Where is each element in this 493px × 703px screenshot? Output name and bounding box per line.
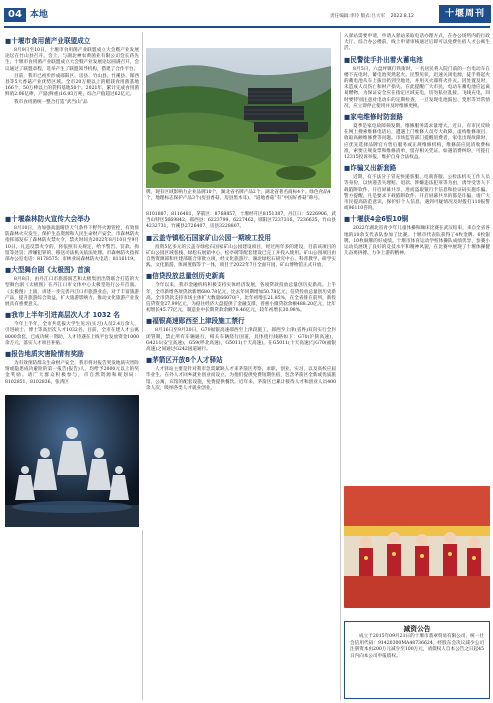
article-paragraph: 为有效预防群众生命财产安全，我市将对报告突发地质灾害险情或隐患成功避险的第一报告(报告)人，均给予2000元以上的奖金奖励。请广大群众积极参与，市自然资源和规划局：8102851、8102836，张湾区: [5, 361, 139, 385]
article-headline: ■诈骗又出新套路: [344, 164, 397, 173]
article-paragraph: 今年以来，我市金融机构积极支持实体经济发展，各项贷款投放总量创历史新高。上半年，全市新增各项贷款新增680.78亿元，比去年同期增加50.78亿元，信贷投放总量创历史新高。全市贷款支持市场主体扩大数量66070户，比年初增长21.85%，在全省排在前列，新投信贷资金27.99亿元，为稳住经济大盘提供了金融支撑，普惠小微贷款余额488.20亿元，比年初增长45.77亿元，制造业中长期贷款余额78.46亿元，较年初增长30.98%。: [146, 283, 337, 314]
column-1-top: [5, 34, 139, 107]
column-divider: [142, 32, 143, 332]
header-meta: [330, 14, 414, 20]
article-paragraph: 人才驿站主要是针对我市急需紧缺人才来茅箭区考察、求职、创业、实习，以及高校应届毕业生、在外人才回乡就业创业而设立，为他们提供免费短期住宿，包含茅箭区全新或优质旅馆、公寓、宾馆的配套设施，免费提供餐饮。近年来，茅箭区已累计接待人才和创业人员400余人次，吸纳各类人才就业创业。: [146, 367, 336, 391]
article-headline: ■大型舞台剧《太极图》首演: [5, 266, 91, 275]
article-paragraph: 入驿站需要申请，申请入驿站采取电话办理方式，在办公场所内的行政大厅、综合办公楼前，线上申请审核通过后即可以免费住宿人才公寓生活。: [344, 34, 490, 52]
notice-title: 减资公告: [403, 625, 431, 633]
stage-performance-photo: [5, 395, 139, 527]
article-paragraph: 8月5日，六盘坪镇打铁街时，一名居民将入院门前的一台电动车在楼下充电时，蓄电池突然起火。民警见状，迅速关闭电源，徒手将起火的蓄电池从车上拔出扔到空地处，并用灭火器将火扑灭。因处置及时，未造成人员伤亡和财产损失。在此提醒广大市民，电动车蓄电池应远离易燃物，为保证安全应在指定区域充电，切勿私拉乱接、飞线充电，同时要特别注意对电动车的定期检查，一旦发现电池鼓包、变形等异常情况，应立即停止使用并及时维修更换。: [344, 66, 490, 109]
masthead-logo: 十堰周刊: [439, 5, 491, 23]
column-2: [146, 212, 336, 393]
column-divider: [142, 530, 143, 700]
page-header: [0, 0, 493, 28]
article-headline: ■我市上半年引进高层次人才 1032 名: [5, 311, 120, 320]
article-paragraph: 8月10日，为加强高温晴热天气条件下野外火源管控，有效预防森林火灾发生，保护生态资源和人民生命财产安全，市森林防火指挥部发布了森林防火禁火令，禁火时间为2022年8月10日至9月10日。凡违反禁火令的，将依照有关规定，给予警告、罚款、拘留等处罚；涉嫌犯罪的，移送司法机关依法处理。市森林防火指挥部办公室电话：8178575；市林业局森林防火电话：8116119。: [5, 226, 139, 263]
article-paragraph: 2022年湖北省青少年儿童体操和蹦床比赛在武汉结束，来自全省各地的10余支代表队参加了比赛。十堰市代表队获得了4枚金牌、6枚银牌、10枚铜牌的好成绩。十堰市体育运动学校体操队成绩优异，参赛小运动员展现了良好的竞技水平和精神风貌，在比赛中展现了十堰体操健儿奋勇拼搏、力争上游的精神。: [344, 226, 490, 257]
article-paragraph: 8月8日，由丹江口市旅游演艺和太极集团出资联合打造的大型舞台剧《太极图》在丹江口市文体中心太极堂进行公开首演。《太极图》上演，讲述一步完善丹江口市旅游业态，对于丰富旅游产品，提升旅游综合效益，扩大旅游影响力，推动文化旅游产业发展具有重要意义。: [5, 277, 139, 308]
issue-date: 2022.8.12: [390, 14, 414, 19]
article-paragraph: 投资5亿多元的云盖寺绿松石国家矿山公园建设项目，经过两年多的建设，目前该项目的矿山公园区域客栈、绿松石展销中心、松亭碑等配套建设已完工并投入使用。矿山公园项目由自然资源部和住建部联合审批立项，经文化旅游厅、湖北绿松石研究中心、科普教学、研学实践、文化旅游、体闲度假等于一体，项目于2022年7月全面开园，矿山博物馆正式开放。: [146, 244, 336, 269]
article-paragraph: 今年上半年，全市共选拔大学生见习(实习)人员2.4万余人，引进硕士、博士等高层次人才1032名。目前，全市在建人才公寓8000余套，已成功统一资助，人才待遇在上线平台发放资金1000余万元，落实人才项目补贴。: [5, 322, 139, 346]
article-paragraph: 8101887、8116481，茅箭区：8768857，十堰经开区8151387，丹江口：5226906，武当山特区5669842，郧西县：6223799、6227462，郧阳区7237316、7236635，竹山县4232731，竹溪县2726407，房县3228807。: [146, 212, 336, 230]
article-headline: ■民警徒手扑出着火蓄电池: [344, 55, 423, 64]
article-paragraph: 8月9日至10日，十堰市食用菌产业联盟成立大会暨产业发展论坛在竹山县召开。会上，与湖北神农黄菌业有限公司会长蒋先生、十堰市食用菌产业联盟成立大会暨产业发展论坛圆满召开，会议通过了联盟章程，选举产生了联盟领导机构，搭建了合作平台。: [5, 48, 139, 72]
article-headline: ■福银高速郧西至上津段施工禁行: [146, 317, 245, 326]
capital-reduction-notice: [344, 621, 490, 699]
article-paragraph: 我市食用菌统一整合打造“武当山”品: [14, 99, 88, 105]
article-paragraph: 8月16日至9月30日，G70福银高速郧西至上津段施工，郧西至上津(省界)双向实行全封闭管制，禁止所有车辆通行，相关车辆绕行国道，具体绕行线路如下：G70(沪陕高速)，G4211(安宝高速)，G59(呼北高速)，G5011(十天高速)，在G5011(十天高速)与G70(福银高速)之间通过G242国道通行。: [146, 328, 336, 353]
article-paragraph: 目前，我市已初步形成郧阳区、房县、竹山县、竹溪县、郧西县等5大香菇产业优势区域。全市20万椴以上的椴栽食用菌基地166个，50万棒以上的袋料基地50个。2021年，累计完成食用菌鲜销2.06亿棒，产量(鲜重)16.93万吨，综合产值超过62亿元。: [5, 73, 139, 98]
article-headline: ■报告地质灾害险情有奖励: [5, 350, 84, 359]
article-headline: ■十堰市食用菌产业联盟成立: [5, 37, 91, 45]
header-rule: [4, 26, 490, 28]
column-3: [344, 34, 490, 258]
article-headline: ■茅箭区开放8个人才驿站: [146, 356, 223, 365]
article-headline: ■家电维修时防套路: [344, 113, 403, 122]
photo-caption: 牌，现有区域影响力企业品牌10个，湖北省名牌产品2个，湖北省著名商标4个。绿色食品4个，地理标志保护产品3个(房县香菇、房县黑木耳)、“道地香菇”有“中国好香菇”称号。: [146, 190, 331, 202]
article-paragraph: 夏季是家电故障频发期，维修服务需求量增大。近日，有市民反映在网上搜索维修电话后，遭遇上门维修人员夸大故障、虚构维修项目、收取高额维修费等问题。市场监管部门提醒消费者，家电出现故障时，应优先选择品牌官方售后服务或正规维修机构，维修前应问清收费标准，索要正规发票和维修清单，留存相关凭证。如遇消费纠纷，可拨打12315投诉举报，维护自身合法权益。: [344, 124, 490, 161]
article-paragraph: 近期，有不法分子冒充快递客服、电商客服、公检法机关工作人员等身份，以快递丢失理赔、退款、涉嫌违法犯罪等为由，诱导受害人下载陷阱软件、开启屏幕共享，进而盗取银行卡信息和验证码实施诈骗。警方提醒，凡是要求下载陷阱软件、开启屏幕共享的都是诈骗，请广大市民提高防范意识，保护好个人信息，遇到可疑情况及时拨打110报警或96110咨询。: [344, 175, 490, 212]
column-divider: [340, 32, 341, 700]
gymnastics-team-photo: [344, 486, 490, 608]
column-1-lower: [5, 212, 139, 387]
editor-line: 责任编辑:李玲 版式:吕大军: [330, 14, 386, 19]
section-tab: [4, 6, 48, 24]
article-headline: ■信贷投放总量创历史新高: [146, 272, 225, 281]
article-headline: ■云盖寺镇松石国家矿山公园一期竣工投用: [146, 233, 271, 242]
article-headline: ■十堰获4金6银10铜: [344, 215, 409, 224]
tea-plantation-photo: [146, 48, 331, 188]
notice-body: 成立于2015年09月21日的十堰市翡翠贸易有限公司，统一社会信用代码：91420300MA48736624，经股东会决议减少公司注册资本由200万元减少至100万元，请债权人自本公告之日起45日内向本公司申报债权。: [350, 634, 484, 659]
page-number: 04: [4, 8, 26, 22]
article-headline: ■十堰森林防火宣传大会举办: [5, 215, 91, 223]
section-name: 本地: [29, 9, 48, 20]
